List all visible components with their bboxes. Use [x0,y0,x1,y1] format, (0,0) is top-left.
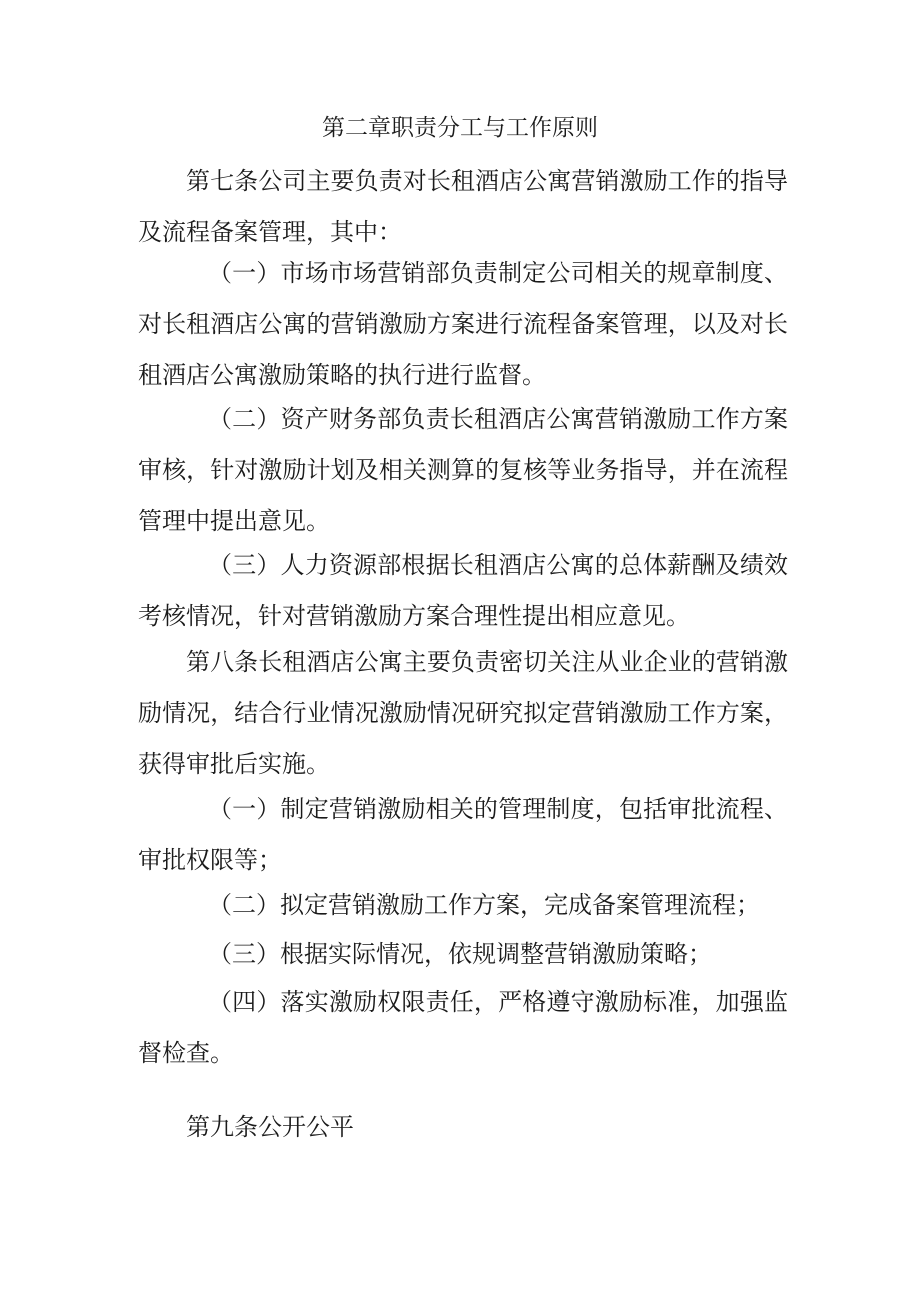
article-8-item-1: （一）制定营销激励相关的管理制度，包括审批流程、审批权限等； [138,795,788,874]
article-7-item-1: （一）市场市场营销部负责制定公司相关的规章制度、对长租酒店公寓的营销激励方案进行流程备案管理，以及对长租酒店公寓激励策略的执行进行监督。 [138,259,788,389]
article-9 [138,1102,788,1153]
article-7-item-2: （二）资产财务部负责长租酒店公寓营销激励工作方案审核，针对激励计划及相关测算的复核等业务指导，并在流程管理中提出意见。 [138,405,788,535]
article-7 [138,156,788,258]
article-8-item-2: （二）拟定营销激励工作方案，完成备案管理流程； [208,891,760,919]
article-8 [138,637,788,790]
article-8-item-4: （四）落实激励权限责任，严格遵守激励标准，加强监督检查。 [138,988,788,1067]
article-8-item-3: （三）根据实际情况，依规调整营销激励策略； [208,940,712,968]
chapter-title: 第二章职责分工与工作原则 [322,115,598,141]
article-9-lead: 第九条 [186,1113,258,1141]
article-7-text: 公司主要负责对长租酒店公寓营销激励工作的指导及流程备案管理，其中： [138,167,788,246]
article-9-text: 公开公平 [258,1113,354,1141]
article-8-lead: 第八条 [186,648,259,676]
article-8-text: 长租酒店公寓主要负责密切关注从业企业的营销激励情况，结合行业情况激励情况研究拟定营销激励工作方案，获得审批后实施。 [138,648,788,778]
article-7-item-3: （三）人力资源部根据长租酒店公寓的总体薪酬及绩效考核情况，针对营销激励方案合理性提出相应意见。 [138,551,788,630]
article-7-lead: 第七条 [186,167,259,195]
